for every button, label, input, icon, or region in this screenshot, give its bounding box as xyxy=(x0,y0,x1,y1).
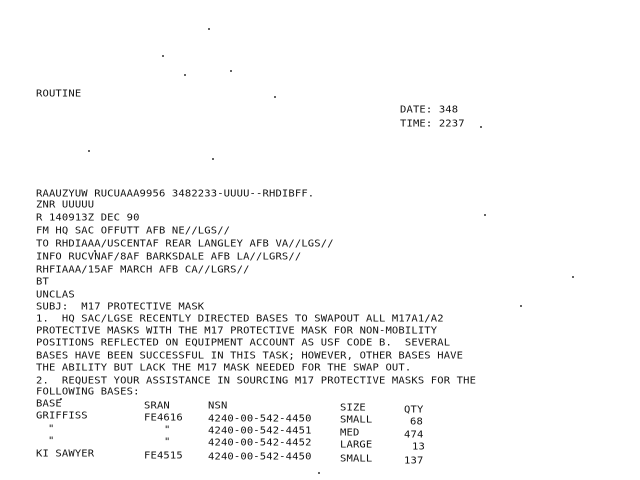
table-cell-base: " xyxy=(48,435,55,447)
znr-line: ZNR UUUUU xyxy=(36,199,95,211)
classification-line: UNCLAS xyxy=(36,289,75,301)
paragraph-line: 2. REQUEST YOUR ASSISTANCE IN SOURCING M17 PROTECTIVE MASKS FOR THE xyxy=(36,375,477,387)
date-line: DATE: 348 xyxy=(400,104,459,116)
paragraph-line: THE ABILITY BUT LACK THE M17 MASK NEEDED FOR THE SWAP OUT. xyxy=(36,362,412,374)
table-cell-qty: 68 xyxy=(410,416,423,428)
scan-speck xyxy=(212,158,214,160)
table-cell-qty: 137 xyxy=(404,455,424,467)
dtg-line: R 140913Z DEC 90 xyxy=(36,212,140,224)
subject-line: SUBJ: M17 PROTECTIVE MASK xyxy=(36,301,205,313)
table-cell-sran: FE4515 xyxy=(144,450,183,462)
table-cell-size: SMALL xyxy=(340,414,373,426)
table-cell-nsn: 4240-00-542-4452 xyxy=(208,437,312,449)
scan-speck xyxy=(208,28,210,30)
paragraph-line: PROTECTIVE MASKS WITH THE M17 PROTECTIVE MASK FOR NON-MOBILITY xyxy=(36,325,438,337)
scan-speck xyxy=(274,96,276,98)
precedence-label: ROUTINE xyxy=(36,88,82,100)
paragraph-line: FOLLOWING BASES: xyxy=(36,386,140,398)
table-cell-nsn: 4240-00-542-4450 xyxy=(208,413,312,425)
scan-speck xyxy=(520,305,522,307)
bt-line: BT xyxy=(36,276,49,288)
column-header-qty: QTY xyxy=(404,404,424,416)
table-cell-sran: " xyxy=(164,436,171,448)
scan-speck xyxy=(88,150,90,152)
time-line: TIME: 2237 xyxy=(400,118,465,130)
scan-speck xyxy=(484,214,486,216)
table-cell-size: MED xyxy=(340,427,360,439)
scan-speck xyxy=(162,55,164,57)
table-cell-sran: " xyxy=(164,424,171,436)
paragraph-line: 1. HQ SAC/LGSE RECENTLY DIRECTED BASES TO SWAPOUT ALL M17A1/A2 xyxy=(36,313,444,325)
table-cell-qty: 13 xyxy=(412,441,425,453)
scan-speck xyxy=(230,70,232,72)
scan-speck xyxy=(572,276,574,278)
paragraph-line: BASES HAVE BEEN SUCCESSFUL IN THIS TASK; HOWEVER, OTHER BASES HAVE xyxy=(36,350,464,362)
paragraph-line: POSITIONS REFLECTED ON EQUIPMENT ACCOUNT AS USF CODE B. SEVERAL xyxy=(36,337,451,349)
column-header-size: SIZE xyxy=(340,402,366,414)
info-line: INFO RUCVNAF/8AF BARKSDALE AFB LA//LGRS// xyxy=(36,251,302,263)
scan-speck xyxy=(318,472,320,474)
column-header-nsn: NSN xyxy=(208,400,228,412)
table-cell-base: KI SAWYER xyxy=(36,448,95,460)
table-cell-size: SMALL xyxy=(340,453,373,465)
routing-line: RAAUZYUW RUCUAAA9956 3482233-UUUU--RHDIBFF. xyxy=(36,188,315,200)
column-header-sran: SRAN xyxy=(144,400,170,412)
table-cell-nsn: 4240-00-542-4450 xyxy=(208,451,312,463)
scan-speck xyxy=(184,74,186,76)
info-line-2: RHFIAAA/15AF MARCH AFB CA//LGRS// xyxy=(36,264,250,276)
to-line: TO RHDIAAA/USCENTAF REAR LANGLEY AFB VA//LGS// xyxy=(36,238,334,250)
scan-speck xyxy=(480,126,482,128)
column-header-base: BASE xyxy=(36,398,62,410)
from-line: FM HQ SAC OFFUTT AFB NE//LGS// xyxy=(36,225,231,237)
table-cell-base: GRIFFISS xyxy=(36,410,88,422)
table-cell-qty: 474 xyxy=(404,429,424,441)
table-cell-size: LARGE xyxy=(340,439,373,451)
table-cell-sran: FE4616 xyxy=(144,412,183,424)
table-cell-nsn: 4240-00-542-4451 xyxy=(208,425,312,437)
table-cell-base: " xyxy=(48,423,55,435)
